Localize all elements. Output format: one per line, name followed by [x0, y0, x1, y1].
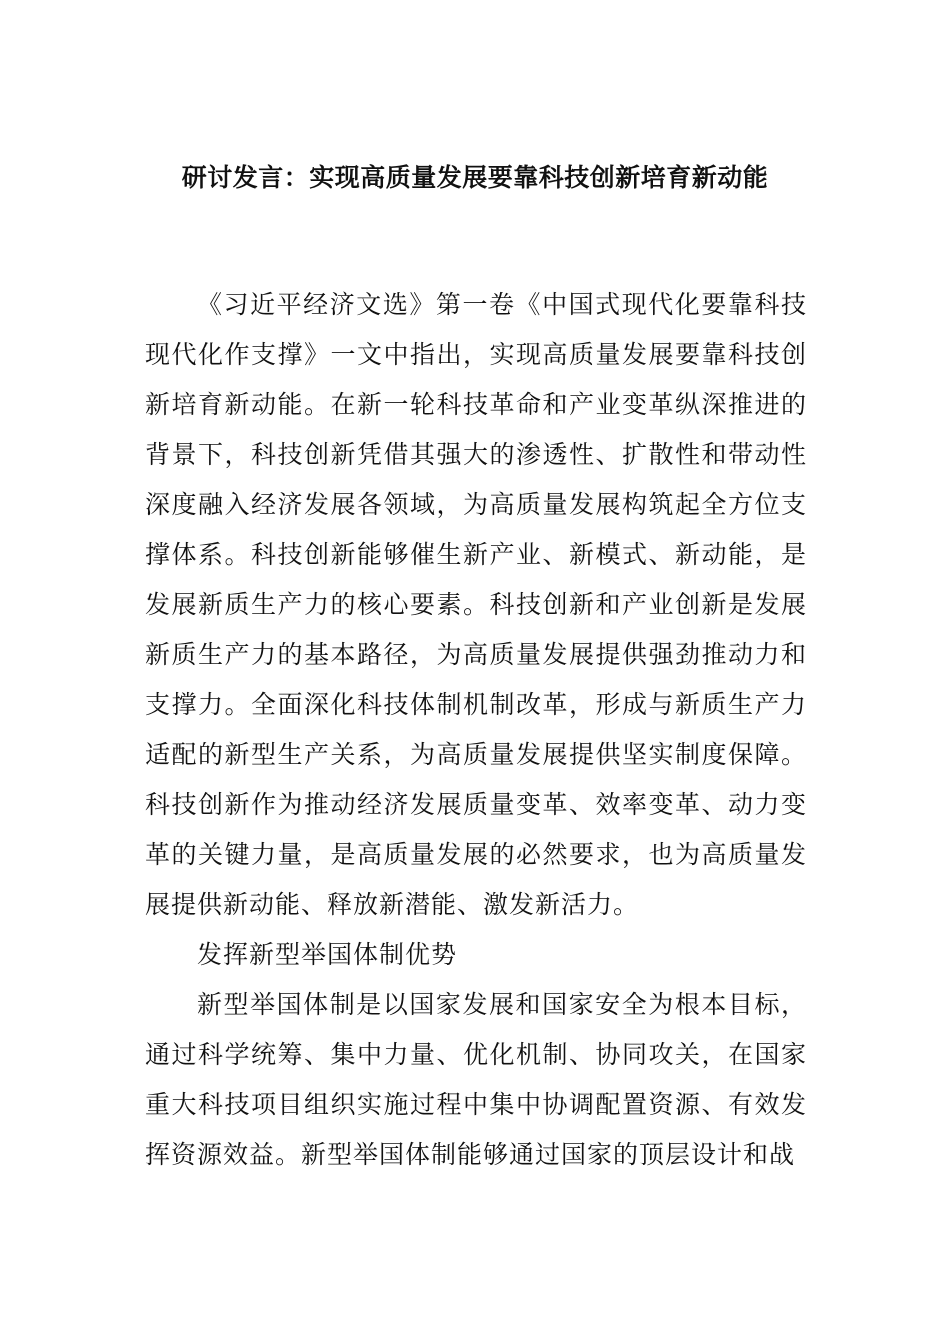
section-heading: 发挥新型举国体制优势 — [197, 940, 458, 969]
document-title: 研讨发言：实现高质量发展要靠科技创新培育新动能 — [181, 163, 769, 192]
paragraph-intro: 《习近平经济文选》第一卷《中国式现代化要靠科技现代化作支撑》一文中指出，实现高质量发展要靠科技创新培育新动能。在新一轮科技革命和产业变革纵深推进的背景下，科技创新凭借其强大的渗透性、扩散性和带动性深度融入经济发展各领域，为高质量发展构筑起全方位支撑体系。科技创新能够催生新产业、新模式、新动能，是发展新质生产力的核心要素。科技创新和产业创新是发展新质生产力的基本路径，为高质量发展提供强劲推动力和支撑力。全面深化科技体制机制改革，形成与新质生产力适配的新型生产关系，为高质量发展提供坚实制度保障。科技创新作为推动经济发展质量变革、效率变革、动力变革的关键力量，是高质量发展的必然要求，也为高质量发展提供新动能、释放新潜能、激发新活力。 — [145, 290, 807, 919]
document-body — [145, 280, 807, 1180]
paragraph-new-system: 新型举国体制是以国家发展和国家安全为根本目标，通过科学统筹、集中力量、优化机制、协同攻关，在国家重大科技项目组织实施过程中集中协调配置资源、有效发挥资源效益。新型举国体制能够通过国家的顶层设计和战 — [145, 990, 807, 1169]
